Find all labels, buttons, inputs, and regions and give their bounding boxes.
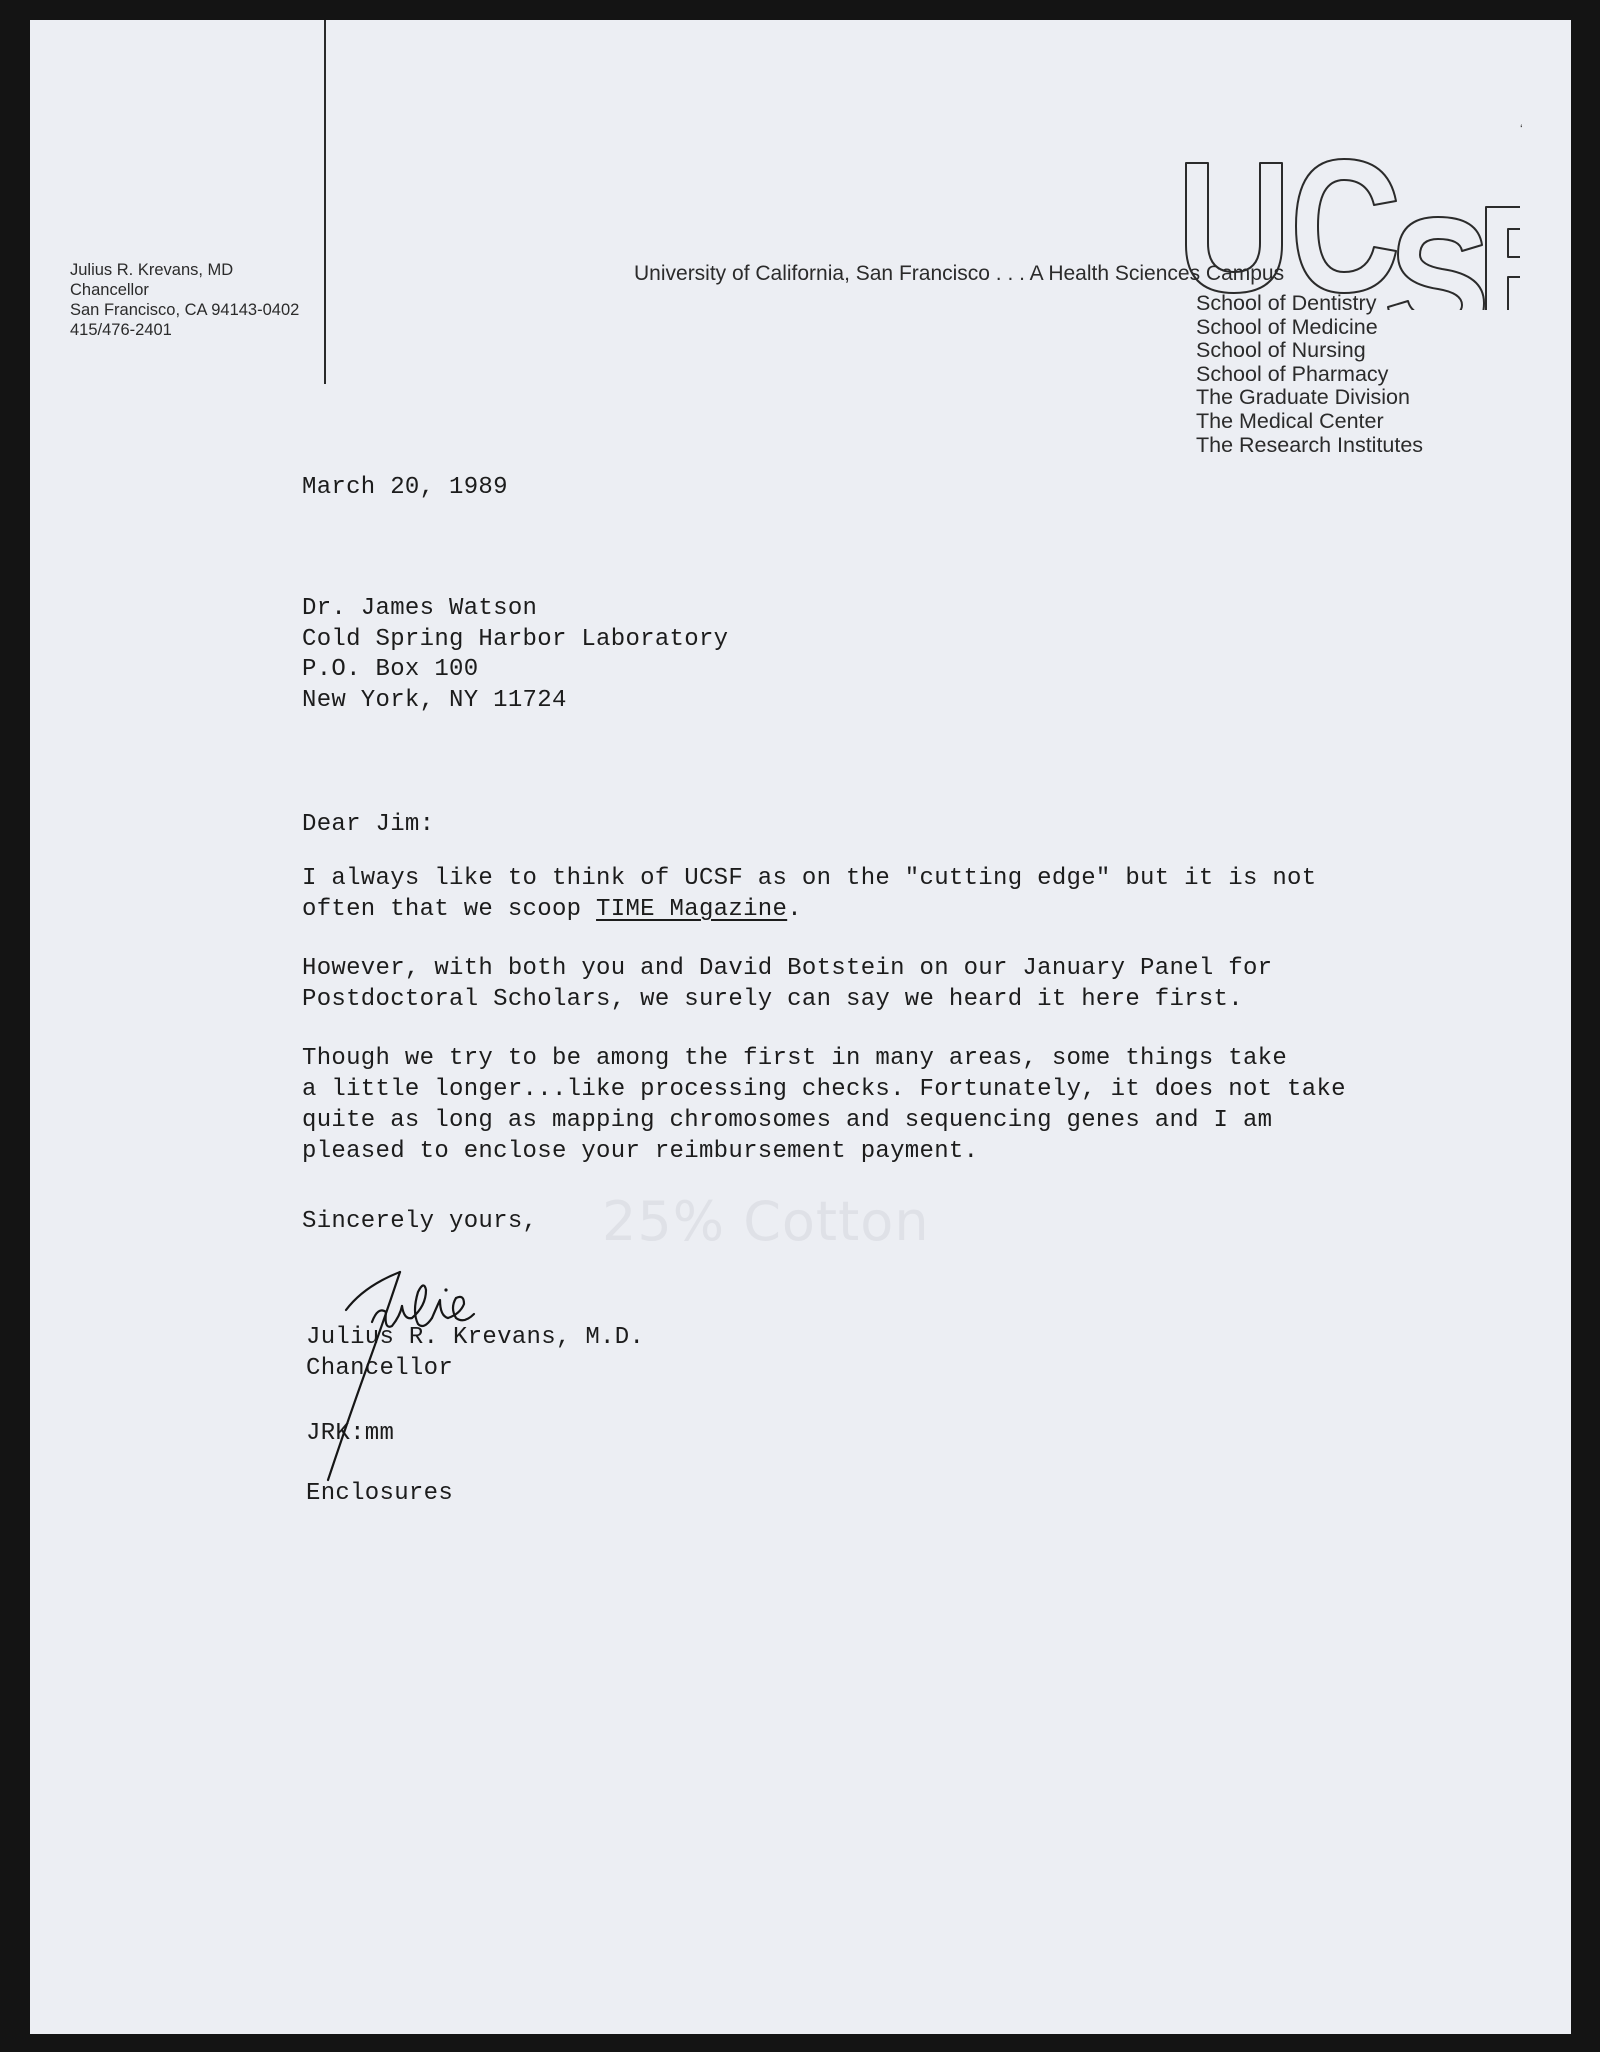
recipient-line: Dr. James Watson	[302, 595, 538, 622]
body-line: Though we try to be among the first in many areas, some things take	[302, 1045, 1288, 1072]
school-item: School of Nursing	[1196, 338, 1366, 363]
letterhead-divider	[324, 20, 326, 384]
paragraph	[302, 953, 1332, 1015]
ucsf-logo	[1180, 135, 1520, 315]
sender-title: Chancellor	[70, 281, 149, 299]
body-line: pleased to enclose your reimbursement payment.	[302, 1138, 979, 1165]
letter-date: March 20, 1989	[302, 474, 508, 501]
body-line: quite as long as mapping chromosomes and sequencing genes and I am	[302, 1107, 1273, 1134]
school-item: School of Pharmacy	[1196, 361, 1389, 386]
paragraph	[302, 1043, 1346, 1167]
typist-initials: JRK:mm	[306, 1420, 395, 1447]
paper-mark: ‘	[1520, 122, 1523, 136]
recipient-line: Cold Spring Harbor Laboratory	[302, 625, 729, 653]
paper-watermark: 25% Cotton	[602, 1190, 930, 1253]
letter-body	[302, 863, 1346, 1195]
body-text: .	[787, 896, 802, 923]
signer-title: Chancellor	[306, 1355, 454, 1382]
handwritten-signature	[300, 1260, 560, 1505]
enclosures-note: Enclosures	[306, 1480, 454, 1507]
body-line: I always like to think of UCSF as on the "cutting edge" but it is not	[302, 865, 1317, 892]
recipient-address	[302, 594, 728, 716]
letterhead-tagline: University of California, San Francisco . . . A Health Sciences Campus	[634, 262, 1285, 285]
body-line	[302, 894, 1332, 925]
letter-page	[30, 20, 1571, 2034]
closing: Sincerely yours,	[302, 1208, 538, 1235]
school-item: The Graduate Division	[1196, 385, 1410, 410]
sender-name: Julius R. Krevans, MD	[70, 261, 234, 279]
body-line: a little longer...like processing checks. Fortunately, it does not take	[302, 1076, 1346, 1103]
publication-title: TIME Magazine	[596, 896, 788, 923]
school-item: The Medical Center	[1196, 408, 1384, 433]
body-text: often that we scoop	[302, 896, 597, 923]
school-item: School of Dentistry	[1196, 291, 1377, 315]
school-item: The Research Institutes	[1196, 432, 1424, 457]
recipient-line: P.O. Box 100	[302, 656, 479, 683]
paragraph	[302, 863, 1332, 925]
body-line: Postdoctoral Scholars, we surely can say we heard it here first.	[302, 986, 1243, 1013]
school-item: School of Medicine	[1196, 314, 1378, 339]
schools-list	[1196, 292, 1423, 457]
salutation: Dear Jim:	[302, 811, 435, 838]
body-line: However, with both you and David Botstein on our January Panel for	[302, 955, 1273, 982]
signer-name: Julius R. Krevans, M.D.	[306, 1324, 645, 1351]
sender-address: San Francisco, CA 94143-0402	[70, 301, 300, 319]
sender-phone: 415/476-2401	[70, 321, 172, 339]
recipient-line: New York, NY 11724	[302, 686, 567, 714]
sender-block	[70, 260, 299, 340]
